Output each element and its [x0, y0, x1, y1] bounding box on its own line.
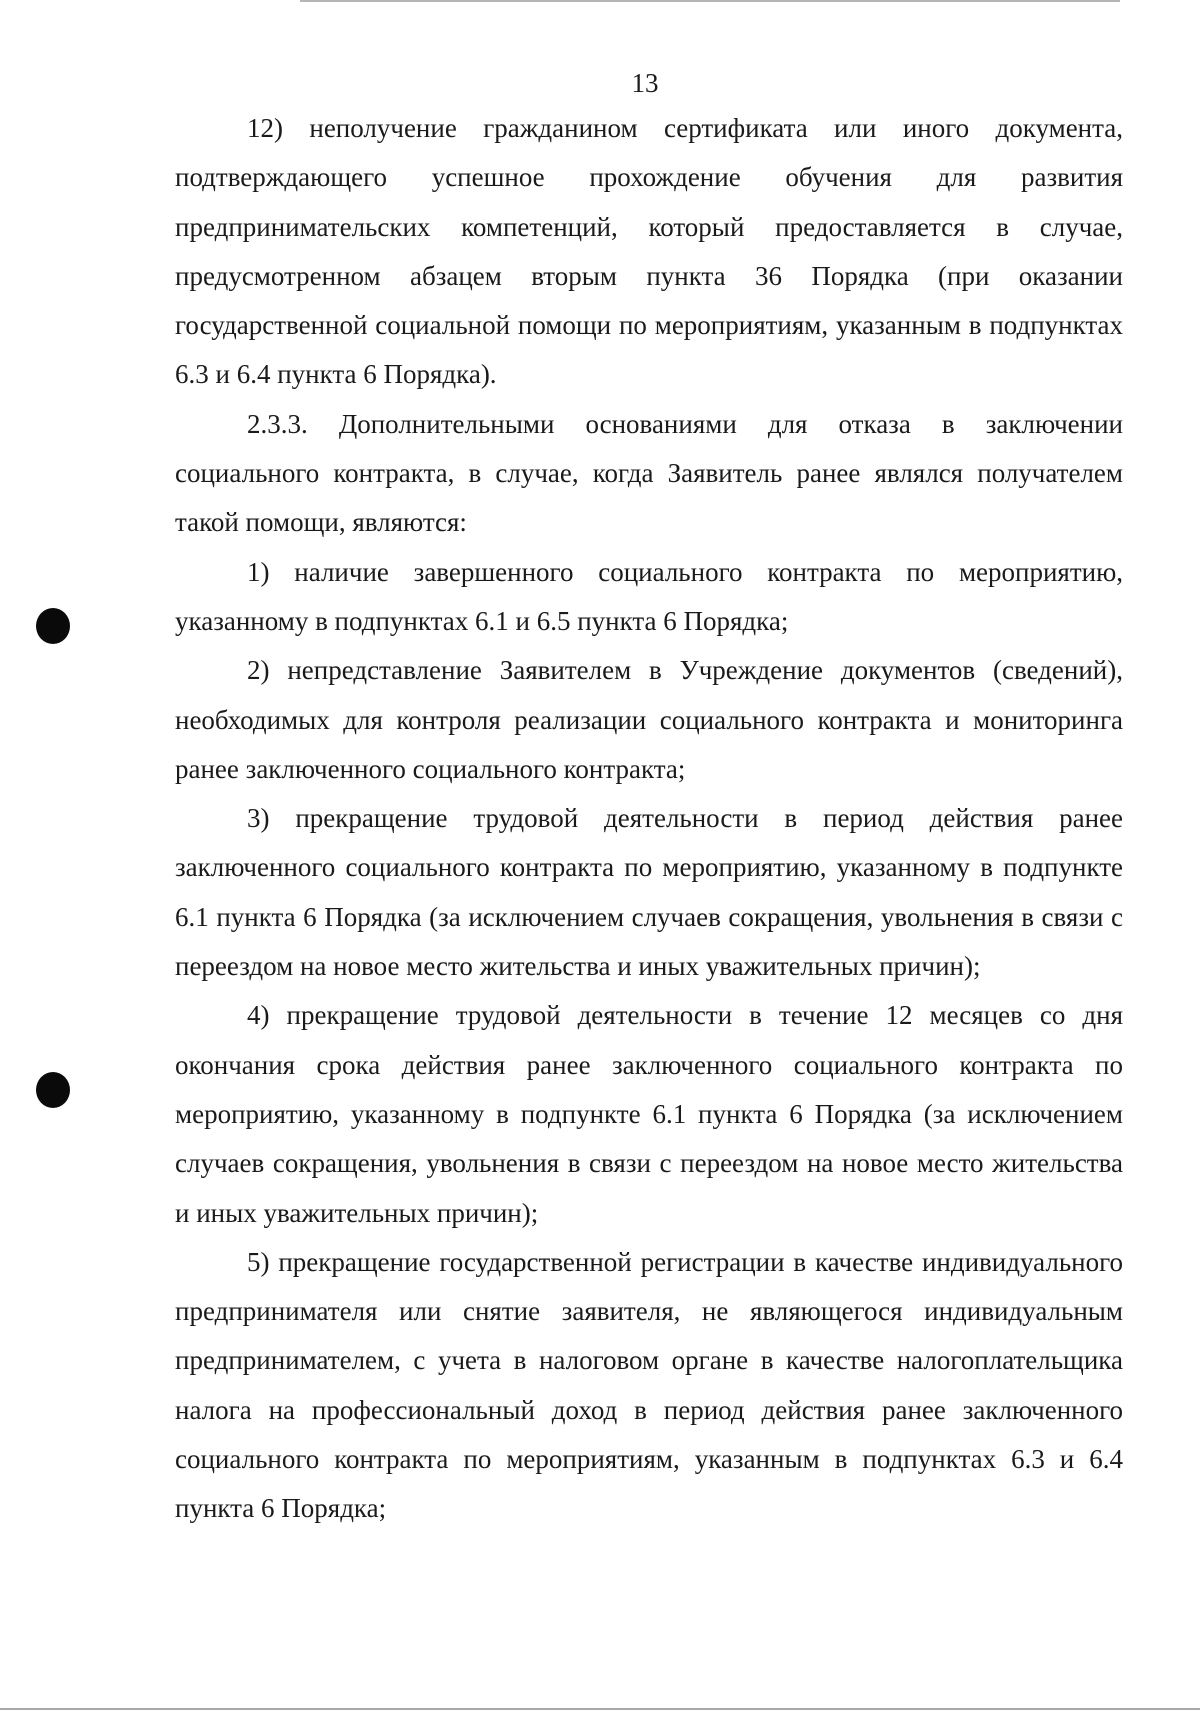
page-number: 13 [631, 68, 659, 98]
punch-hole-mark [36, 608, 70, 644]
scan-edge-top [300, 0, 1120, 2]
paragraph-section-2-3-3: 2.3.3. Дополнительными основаниями для отказа в заключении социального контракта, в случае, когда Заявитель ранее являлся получателем такой помощи, являются: [175, 408, 1123, 538]
paragraph-item-5: 5) прекращение государственной регистрации в качестве индивидуального предпринимателя или снятие заявителя, не являющегося индивидуальным предпринимателем, с учета в налоговом органе в качестве налогоплательщика налога на профессиональный доход в период действия ранее заключенного социального контракта по мероприятиям, указанным в подпунктах 6.3 и 6.4 пункта 6 Порядка; [175, 1246, 1123, 1524]
paragraph-item-1: 1) наличие завершенного социального контракта по мероприятию, указанному в подпунктах 6.1 и 6.5 пункта 6 Порядка; [175, 556, 1123, 636]
paragraph-item-2: 2) непредставление Заявителем в Учреждение документов (сведений), необходимых для контроля реализации социального контракта и мониторинга ранее заключенного социального контракта; [175, 655, 1123, 784]
paragraph-item-3: 3) прекращение трудовой деятельности в период действия ранее заключенного социального контракта по мероприятию, указанному в подпункте 6.1 пункта 6 Порядка (за исключением случаев сокращения, увольнения в связи с переездом на новое место жительства и иных уважительных причин); [175, 803, 1123, 982]
scan-edge-bottom [0, 1708, 1200, 1710]
paragraph-item-4: 4) прекращение трудовой деятельности в течение 12 месяцев со дня окончания срока действия ранее заключенного социального контракта по мероприятию, указанному в подпункте 6.1 пункта 6 Порядка (за исключением случаев сокращения, увольнения в связи с переездом на новое место жительства и иных уважительных причин); [175, 1000, 1123, 1228]
document-body [175, 104, 1123, 1534]
paragraph-item-12: 12) неполучение гражданином сертификата или иного документа, подтверждающего успешное прохождение обучения для развития предпринимательских компетенций, который предоставляется в случае, предусмотренном абзацем вторым пункта 36 Порядка (при оказании государственной социальной помощи по мероприятиям, указанным в подпунктах 6.3 и 6.4 пункта 6 Порядка). [175, 113, 1123, 390]
punch-hole-mark [36, 1072, 70, 1108]
